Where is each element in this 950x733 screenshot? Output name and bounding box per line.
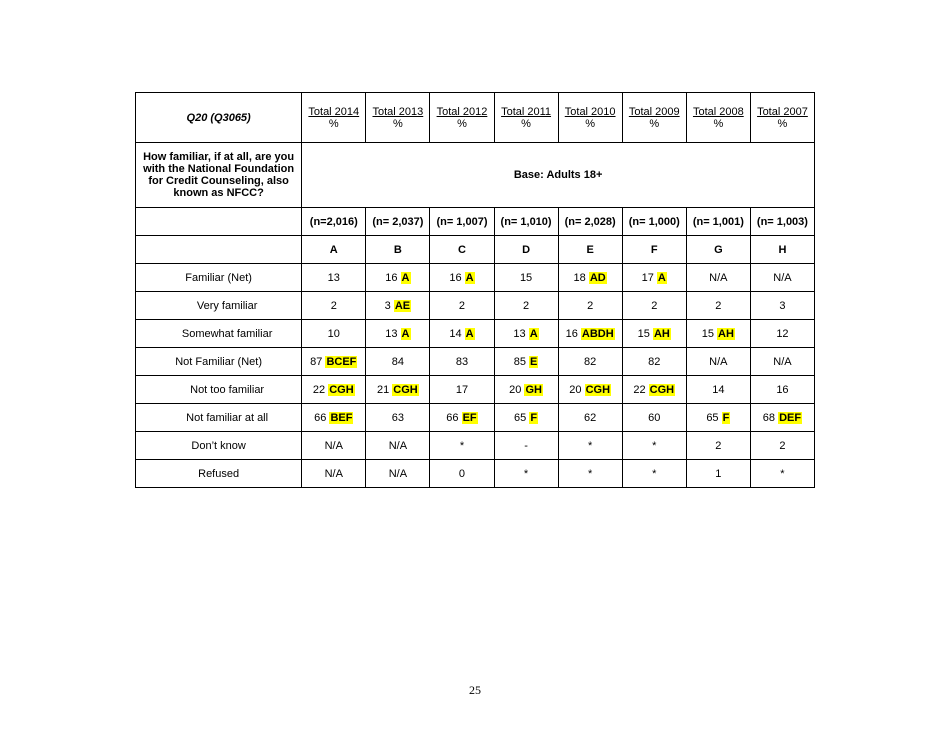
data-cell — [558, 320, 622, 348]
cell-value: 3 — [779, 299, 786, 312]
year-header — [494, 93, 558, 143]
significance-marker: A — [465, 327, 474, 340]
data-cell — [366, 320, 430, 348]
cell-value: 20 — [509, 383, 522, 396]
data-cell — [366, 432, 430, 460]
data-cell — [558, 404, 622, 432]
data-cell — [366, 404, 430, 432]
cell-value: 17 — [455, 383, 469, 396]
cell-value: 87 — [310, 355, 323, 368]
data-cell — [494, 292, 558, 320]
column-letter: E — [558, 236, 622, 264]
data-cell — [366, 460, 430, 488]
column-letter: F — [622, 236, 686, 264]
cell-value: N/A — [324, 467, 343, 480]
data-cell — [494, 320, 558, 348]
significance-marker: AH — [653, 327, 670, 340]
cell-value: 13 — [385, 327, 398, 340]
data-cell — [622, 264, 686, 292]
cell-value: N/A — [773, 271, 792, 284]
significance-marker: E — [530, 355, 538, 368]
data-cell — [622, 432, 686, 460]
row-label: Somewhat familiar — [136, 320, 302, 348]
cell-value: * — [652, 439, 657, 452]
data-cell — [622, 320, 686, 348]
data-cell — [686, 460, 750, 488]
data-cell — [302, 292, 366, 320]
significance-marker: BCEF — [326, 355, 357, 368]
cell-value: 21 — [376, 383, 390, 396]
cell-value: 85 — [513, 355, 526, 368]
question-id: Q20 (Q3065) — [136, 93, 302, 143]
year-header — [302, 93, 366, 143]
cell-value: 13 — [327, 271, 340, 284]
cell-value: 20 — [569, 383, 582, 396]
cell-value: 16 — [776, 383, 789, 396]
data-cell — [686, 376, 750, 404]
cell-value: 66 — [314, 411, 327, 424]
data-cell — [750, 376, 814, 404]
cell-value: 13 — [513, 327, 526, 340]
cell-value: 82 — [584, 355, 597, 368]
significance-marker: A — [401, 327, 410, 340]
data-cell — [366, 264, 430, 292]
cell-value: 22 — [312, 383, 326, 396]
data-cell — [430, 376, 494, 404]
row-label: Not too familiar — [136, 376, 302, 404]
data-row — [136, 432, 815, 460]
significance-marker: A — [657, 271, 666, 284]
data-cell — [558, 292, 622, 320]
data-cell — [430, 292, 494, 320]
cell-value: N/A — [388, 439, 408, 452]
sample-size: (n= 1,000) — [622, 208, 686, 236]
header-row — [136, 93, 815, 143]
cell-value: 65 — [706, 411, 719, 424]
year-header — [558, 93, 622, 143]
data-cell — [750, 348, 814, 376]
sample-size: (n= 1,010) — [494, 208, 558, 236]
row-label: Familiar (Net) — [136, 264, 302, 292]
cell-value: 16 — [565, 327, 578, 340]
cell-value: 16 — [449, 271, 462, 284]
data-cell — [430, 404, 494, 432]
cell-value: * — [459, 439, 465, 452]
cell-value: 2 — [715, 299, 722, 312]
cell-value: N/A — [388, 467, 408, 480]
row-label: Not Familiar (Net) — [136, 348, 302, 376]
cell-value: 2 — [330, 299, 337, 312]
data-cell — [366, 292, 430, 320]
sample-size-row — [136, 208, 815, 236]
significance-marker: EF — [462, 411, 477, 424]
significance-marker: BEF — [330, 411, 353, 424]
cell-value: * — [588, 467, 593, 480]
cell-value: 15 — [519, 271, 533, 284]
data-row — [136, 460, 815, 488]
year-label: Total 2011 — [501, 105, 552, 118]
data-cell — [302, 348, 366, 376]
cell-value: N/A — [709, 271, 728, 284]
data-cell — [750, 292, 814, 320]
data-row — [136, 376, 815, 404]
significance-marker: AE — [394, 299, 411, 312]
percent-sign: % — [649, 117, 660, 130]
column-letter: B — [366, 236, 430, 264]
data-cell — [622, 348, 686, 376]
cell-value: 2 — [715, 439, 722, 452]
percent-sign: % — [392, 117, 403, 130]
cell-value: 68 — [762, 411, 776, 424]
significance-marker: F — [530, 411, 538, 424]
data-cell — [302, 320, 366, 348]
sample-size: (n= 1,003) — [750, 208, 814, 236]
cell-value: 17 — [641, 271, 654, 284]
data-cell — [686, 432, 750, 460]
cell-value: 14 — [449, 327, 462, 340]
column-letter: A — [302, 236, 366, 264]
sample-size: (n= 1,001) — [686, 208, 750, 236]
year-label: Total 2009 — [628, 105, 680, 118]
significance-marker: ABDH — [581, 327, 614, 340]
cell-value: * — [588, 439, 593, 452]
significance-marker: CGH — [585, 383, 611, 396]
sample-size-label — [136, 208, 302, 236]
data-cell — [622, 404, 686, 432]
data-row — [136, 348, 815, 376]
significance-marker: CGH — [393, 383, 418, 396]
data-row — [136, 292, 815, 320]
cell-value: N/A — [324, 439, 343, 452]
cell-value: 2 — [779, 439, 786, 452]
significance-marker: CGH — [649, 383, 675, 396]
data-cell — [302, 432, 366, 460]
data-cell — [494, 264, 558, 292]
cell-value: 10 — [327, 327, 340, 340]
significance-marker: AH — [718, 327, 734, 340]
data-cell — [750, 320, 814, 348]
data-cell — [430, 432, 494, 460]
year-label: Total 2013 — [372, 105, 424, 118]
data-cell — [430, 264, 494, 292]
year-header — [686, 93, 750, 143]
data-cell — [558, 348, 622, 376]
cell-value: 16 — [385, 271, 398, 284]
row-label: Not familiar at all — [136, 404, 302, 432]
significance-marker: F — [722, 411, 730, 424]
data-cell — [430, 460, 494, 488]
data-cell — [686, 348, 750, 376]
cell-value: 22 — [633, 383, 646, 396]
year-header — [622, 93, 686, 143]
data-cell — [622, 376, 686, 404]
significance-marker: AD — [589, 271, 606, 284]
year-label: Total 2014 — [308, 105, 360, 118]
data-cell — [494, 404, 558, 432]
data-cell — [366, 348, 430, 376]
question-row — [136, 143, 815, 208]
row-label: Don’t know — [136, 432, 302, 460]
data-cell — [302, 404, 366, 432]
data-cell — [750, 460, 814, 488]
data-cell — [558, 432, 622, 460]
sample-size: (n= 1,007) — [430, 208, 494, 236]
significance-marker: DEF — [779, 411, 802, 424]
data-cell — [494, 376, 558, 404]
significance-marker: A — [529, 327, 538, 340]
data-row — [136, 320, 815, 348]
percent-sign: % — [585, 117, 596, 130]
cell-value: 63 — [391, 411, 404, 424]
cell-value: * — [780, 467, 785, 480]
percent-sign: % — [713, 117, 724, 130]
cell-value: 3 — [384, 299, 391, 312]
row-label: Very familiar — [136, 292, 302, 320]
cell-value: N/A — [709, 355, 728, 368]
base-label: Base: Adults 18+ — [302, 143, 815, 208]
cell-value: N/A — [773, 355, 792, 368]
column-letter: C — [430, 236, 494, 264]
cell-value: - — [524, 439, 528, 452]
year-label: Total 2008 — [692, 105, 744, 118]
year-header — [750, 93, 814, 143]
data-cell — [622, 292, 686, 320]
column-letter-label — [136, 236, 302, 264]
cell-value: 62 — [584, 411, 597, 424]
data-cell — [430, 320, 494, 348]
data-cell — [750, 264, 814, 292]
percent-sign: % — [328, 117, 339, 130]
year-header — [366, 93, 430, 143]
data-cell — [494, 348, 558, 376]
cell-value: * — [523, 467, 529, 480]
data-cell — [686, 264, 750, 292]
significance-marker: GH — [525, 383, 542, 396]
year-label: Total 2010 — [564, 105, 616, 118]
data-cell — [750, 432, 814, 460]
column-letter: H — [750, 236, 814, 264]
percent-sign: % — [777, 117, 788, 130]
data-cell — [366, 376, 430, 404]
column-letter-row — [136, 236, 815, 264]
survey-table — [135, 92, 815, 488]
row-label: Refused — [136, 460, 302, 488]
significance-marker: A — [465, 271, 474, 284]
cell-value: 18 — [573, 271, 586, 284]
cell-value: 2 — [523, 299, 530, 312]
cell-value: 65 — [514, 411, 527, 424]
significance-marker: A — [401, 271, 410, 284]
data-cell — [558, 264, 622, 292]
cell-value: 0 — [458, 467, 466, 480]
cell-value: 1 — [715, 467, 722, 480]
sample-size: (n= 2,037) — [366, 208, 430, 236]
cell-value: 15 — [701, 327, 714, 340]
data-cell — [558, 376, 622, 404]
data-cell — [302, 460, 366, 488]
sample-size: (n=2,016) — [302, 208, 366, 236]
column-letter: D — [494, 236, 558, 264]
cell-value: * — [652, 467, 657, 480]
percent-sign: % — [521, 117, 531, 130]
question-text: How familiar, if at all, are you with the National Foundation for Credit Counseling, also known as NFCC? — [136, 143, 302, 208]
page-number: 25 — [469, 683, 481, 697]
data-cell — [622, 460, 686, 488]
cell-value: 83 — [455, 355, 469, 368]
data-cell — [302, 376, 366, 404]
cell-value: 82 — [648, 355, 661, 368]
cell-value: 2 — [458, 299, 466, 312]
data-row — [136, 404, 815, 432]
cell-value: 60 — [648, 411, 661, 424]
data-cell — [430, 348, 494, 376]
data-cell — [750, 404, 814, 432]
data-cell — [494, 460, 558, 488]
data-row — [136, 264, 815, 292]
cell-value: 66 — [446, 411, 459, 424]
cell-value: 2 — [651, 299, 658, 312]
cell-value: 14 — [712, 383, 725, 396]
data-cell — [558, 460, 622, 488]
column-letter: G — [686, 236, 750, 264]
cell-value: 12 — [776, 327, 789, 340]
data-cell — [686, 320, 750, 348]
sample-size: (n= 2,028) — [558, 208, 622, 236]
year-label: Total 2007 — [757, 105, 808, 118]
data-cell — [686, 292, 750, 320]
data-cell — [686, 404, 750, 432]
significance-marker: CGH — [329, 383, 354, 396]
year-label: Total 2012 — [436, 105, 488, 118]
cell-value: 15 — [637, 327, 650, 340]
year-header — [430, 93, 494, 143]
percent-sign: % — [457, 117, 467, 130]
data-cell — [494, 432, 558, 460]
cell-value: 2 — [587, 299, 594, 312]
cell-value: 84 — [391, 355, 404, 368]
data-cell — [302, 264, 366, 292]
